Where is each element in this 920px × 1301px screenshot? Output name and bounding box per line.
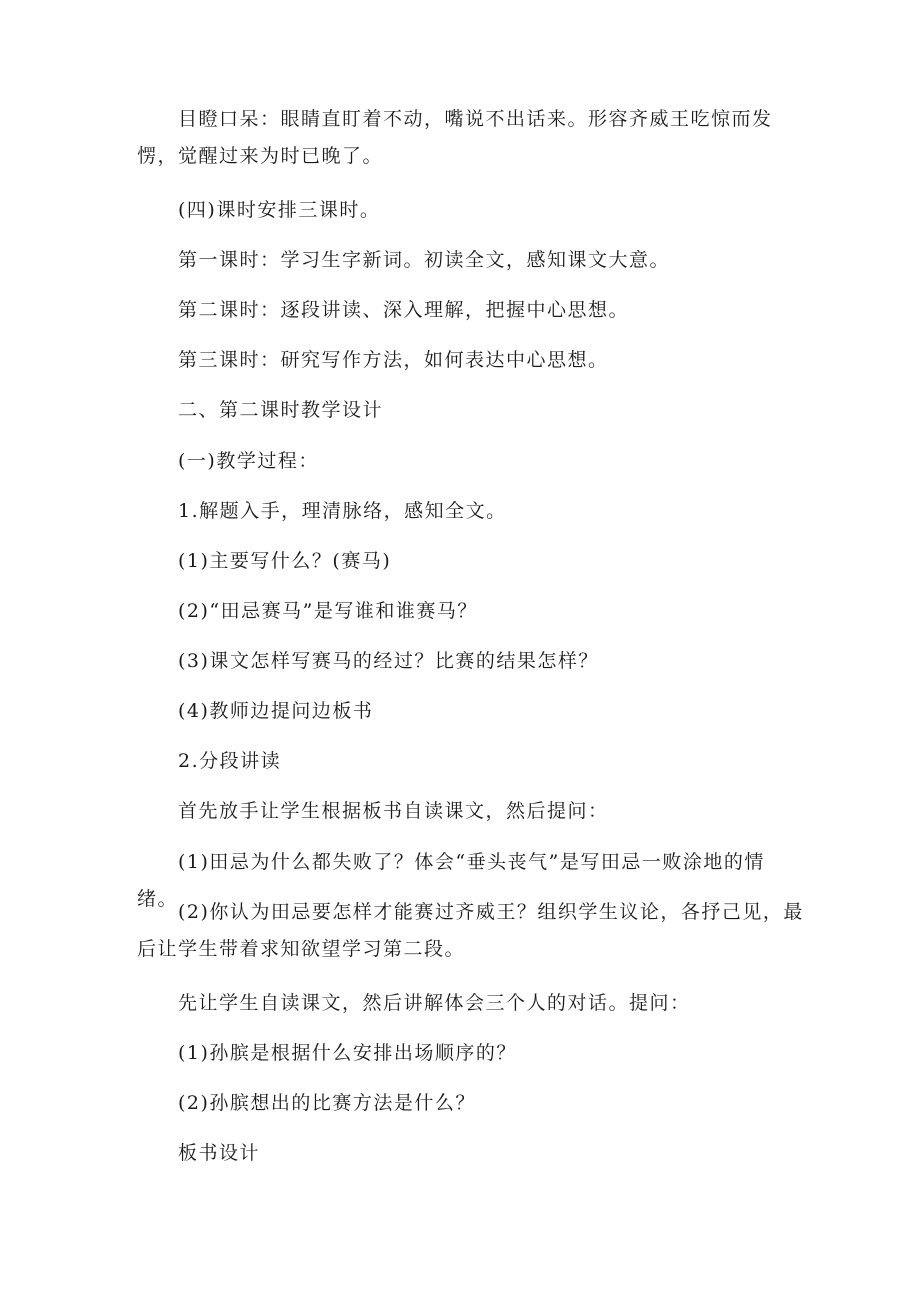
paragraph-definition-mudengkoudai: 目瞪口呆：眼睛直盯着不动，嘴说不出话来。形容齐威王吃惊而发愣，觉醒过来为时已晚了。 <box>137 108 773 167</box>
question-item-sunbin-method: (2)孙膑想出的比赛方法是什么？ <box>178 1092 476 1114</box>
paragraph-schedule-heading: (四)课时安排三课时。 <box>178 199 381 221</box>
question-item-tianji-win: (2)你认为田忌要怎样才能赛过齐威王？组织学生议论，各抒己见，最后让学生带着求知欲望学习第二段。 <box>137 901 804 960</box>
question-item-tianji-failure: (1)田忌为什么都失败了？体会“垂头丧气”是写田忌一败涂地的情绪。 <box>137 851 765 910</box>
paragraph-self-reading: 首先放手让学生根据板书自读课文，然后提问： <box>178 800 609 822</box>
paragraph-lesson-three: 第三课时：研究写作方法，如何表达中心思想。 <box>178 349 609 371</box>
paragraph-board-design: 板书设计 <box>178 1142 261 1164</box>
paragraph-lesson-two: 第二课时：逐段讲读、深入理解，把握中心思想。 <box>178 299 630 321</box>
subsection-heading-teaching-process: (一)教学过程： <box>178 450 319 472</box>
question-item-2: (2)“田忌赛马”是写谁和谁赛马？ <box>178 600 478 622</box>
paragraph-dialogue: 先让学生自读课文，然后讲解体会三个人的对话。提问： <box>178 992 691 1014</box>
section-heading-second-lesson-design: 二、第二课时教学设计 <box>178 399 384 421</box>
paragraph-step-one: 1.解题入手，理清脉络，感知全文。 <box>178 500 507 522</box>
paragraph-lesson-one: 第一课时：学习生字新词。初读全文，感知课文大意。 <box>178 249 671 271</box>
question-item-4: (4)教师边提问边板书 <box>178 700 374 722</box>
question-item-3: (3)课文怎样写赛马的经过？比赛的结果怎样？ <box>178 650 599 672</box>
question-item-sunbin-order: (1)孙膑是根据什么安排出场顺序的？ <box>178 1042 517 1064</box>
paragraph-step-two: 2.分段讲读 <box>178 750 282 772</box>
question-item-1: (1)主要写什么？(赛马) <box>178 550 392 572</box>
